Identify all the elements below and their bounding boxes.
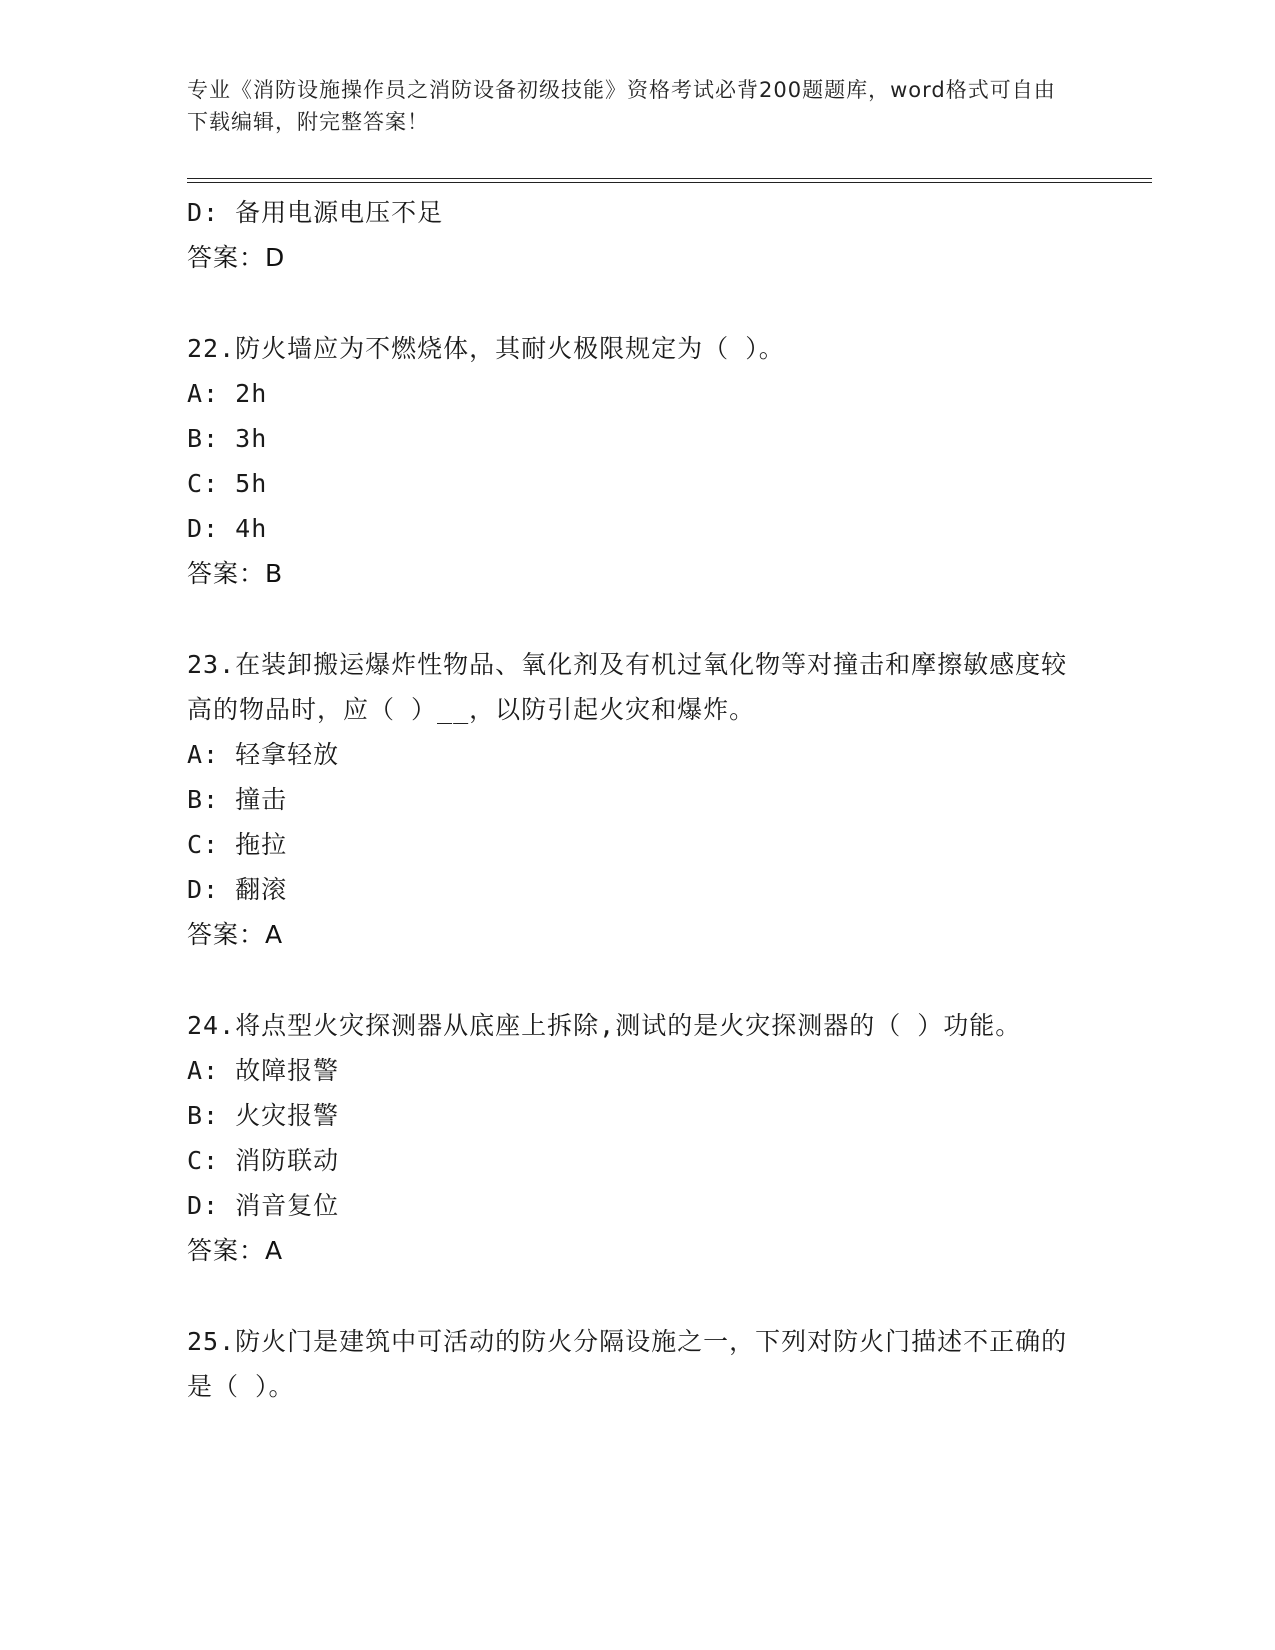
question-22-option-c: C: 5h [187,469,268,498]
question-23-text: 23.在装卸搬运爆炸性物品、氧化剂及有机过氧化物等对撞击和摩擦敏感度较高的物品时，应（ ）__，以防引起火灾和爆炸。 [187,650,1068,724]
question-24-option-b: B: 火灾报警 [187,1101,340,1130]
question-23-option-a: A: 轻拿轻放 [187,740,340,769]
question-22-option-d: D: 4h [187,514,268,543]
prev-option-d: D: 备用电源电压不足 [187,198,444,227]
question-24-option-a: A: 故障报警 [187,1056,340,1085]
question-23-option-b: B: 撞击 [187,785,288,814]
question-24-option-c: C: 消防联动 [187,1146,340,1175]
header-divider-bottom [187,182,1152,183]
question-24-text: 24.将点型火灾探测器从底座上拆除,测试的是火灾探测器的（ ）功能。 [187,1011,1022,1040]
prev-answer: 答案：D [187,243,286,272]
question-24-answer: 答案：A [187,1236,284,1265]
question-22-text: 22.防火墙应为不燃烧体，其耐火极限规定为（ ）。 [187,334,785,363]
question-23-option-c: C: 拖拉 [187,830,288,859]
question-22-option-b: B: 3h [187,424,268,453]
spacer [187,596,1087,642]
question-content [187,190,1087,1409]
question-23-option-d: D: 翻滚 [187,875,288,904]
spacer [187,1273,1087,1319]
spacer [187,280,1087,326]
question-23-answer: 答案：A [187,920,284,949]
spacer [187,957,1087,1003]
question-24-option-d: D: 消音复位 [187,1191,340,1220]
document-header: 专业《消防设施操作员之消防设备初级技能》资格考试必背200题题库，word格式可自由下载编辑，附完整答案！ [187,78,1056,134]
question-22-option-a: A: 2h [187,379,268,408]
question-25-text: 25.防火门是建筑中可活动的防火分隔设施之一，下列对防火门描述不正确的是（ ）。 [187,1327,1068,1401]
question-22-answer: 答案：B [187,559,284,588]
header-divider-top [187,178,1152,179]
